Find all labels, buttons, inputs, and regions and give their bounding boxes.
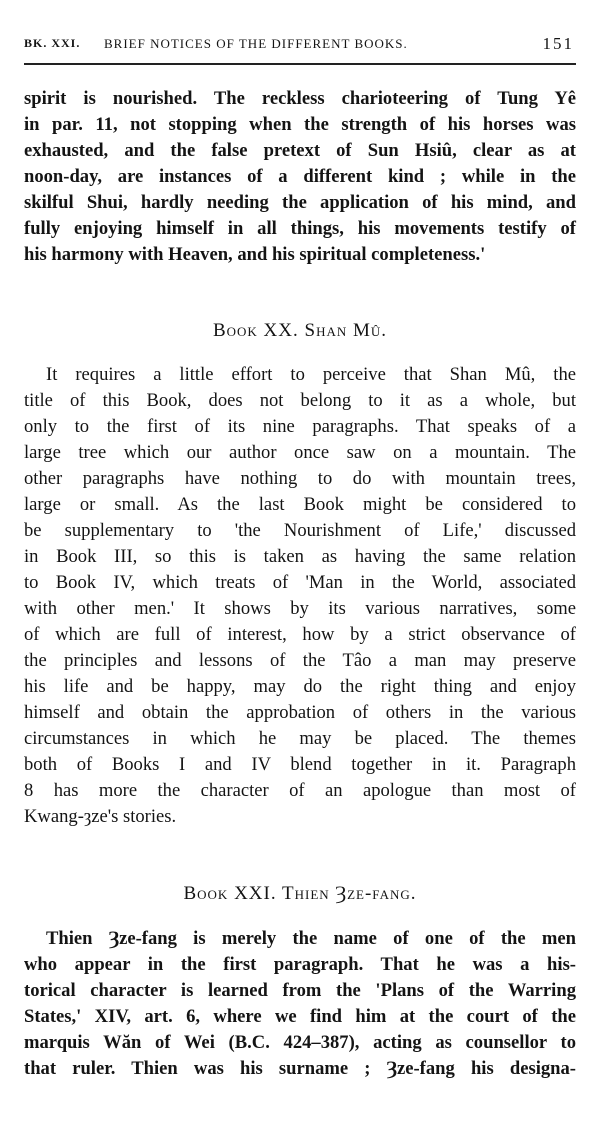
- text-line: to Book IV, which treats of 'Man in the World, associated: [24, 572, 576, 593]
- text-line: fully enjoying himself in all things, his movements testify of: [24, 218, 576, 239]
- text-line: noon-day, are instances of a different kind ; while in the: [24, 166, 576, 187]
- text-line: with other men.' It shows by its various narratives, some: [24, 598, 576, 619]
- text-line: Thien Ȝze-fang is merely the name of one of the men: [46, 928, 576, 949]
- page-number: 151: [542, 34, 574, 53]
- text-line: only to the first of its nine paragraphs. That speaks of a: [24, 416, 576, 437]
- header-rule: [24, 63, 576, 65]
- text-line: marquis Wăn of Wei (B.C. 424–387), acting as counsellor to: [24, 1032, 576, 1053]
- text-line: States,' XIV, art. 6, where we find him at the court of the: [24, 1006, 576, 1027]
- text-line: torical character is learned from the 'Plans of the Warring: [24, 980, 576, 1001]
- text-line: circumstances in which he may be placed. The themes: [24, 728, 576, 749]
- paragraph-book-xx: [24, 362, 576, 830]
- text-line: the principles and lessons of the Tâo a man may preserve: [24, 650, 576, 671]
- running-head-book: BK. XXI.: [24, 36, 81, 50]
- text-line: Kwang-ȝze's stories.: [24, 806, 177, 827]
- text-line: spirit is nourished. The reckless charioteering of Tung Yê: [24, 88, 576, 109]
- text-line: be supplementary to 'the Nourishment of Life,' discussed: [24, 520, 576, 541]
- section-heading-book-xx: Book XX. Shan Mû.: [212, 320, 388, 341]
- text-line: exhausted, and the false pretext of Sun Hsiû, clear as at: [24, 140, 576, 161]
- text-line: in par. 11, not stopping when the strength of his horses was: [24, 114, 576, 135]
- paragraph-book-xix-end: [24, 86, 576, 268]
- text-line: that ruler. Thien was his surname ; Ȝze-fang his designa-: [24, 1058, 576, 1079]
- text-line: large or small. As the last Book might be considered to: [24, 494, 576, 515]
- text-line: title of this Book, does not belong to it as a whole, but: [24, 390, 576, 411]
- text-line: in Book III, so this is taken as having the same relation: [24, 546, 576, 567]
- section-heading-book-xxi: Book XXI. Thien Ȝze-fang.: [183, 883, 417, 904]
- text-line: It requires a little effort to perceive that Shan Mû, the: [46, 364, 576, 385]
- text-line: himself and obtain the approbation of others in the various: [24, 702, 576, 723]
- text-line: his life and be happy, may do the right thing and enjoy: [24, 676, 576, 697]
- text-line: his harmony with Heaven, and his spiritual completeness.': [24, 244, 486, 265]
- text-line: both of Books I and IV blend together in it. Paragraph: [24, 754, 576, 775]
- running-head-title: BRIEF NOTICES OF THE DIFFERENT BOOKS.: [104, 36, 408, 51]
- paragraph-book-xxi: [24, 926, 576, 1082]
- text-line: other paragraphs have nothing to do with mountain trees,: [24, 468, 576, 489]
- running-head: [24, 36, 576, 56]
- text-line: large tree which our author once saw on a mountain. The: [24, 442, 576, 463]
- text-line: of which are full of interest, how by a strict observance of: [24, 624, 576, 645]
- text-line: skilful Shui, hardly needing the application of his mind, and: [24, 192, 576, 213]
- text-line: 8 has more the character of an apologue than most of: [24, 780, 576, 801]
- text-line: who appear in the first paragraph. That he was a his-: [24, 954, 576, 975]
